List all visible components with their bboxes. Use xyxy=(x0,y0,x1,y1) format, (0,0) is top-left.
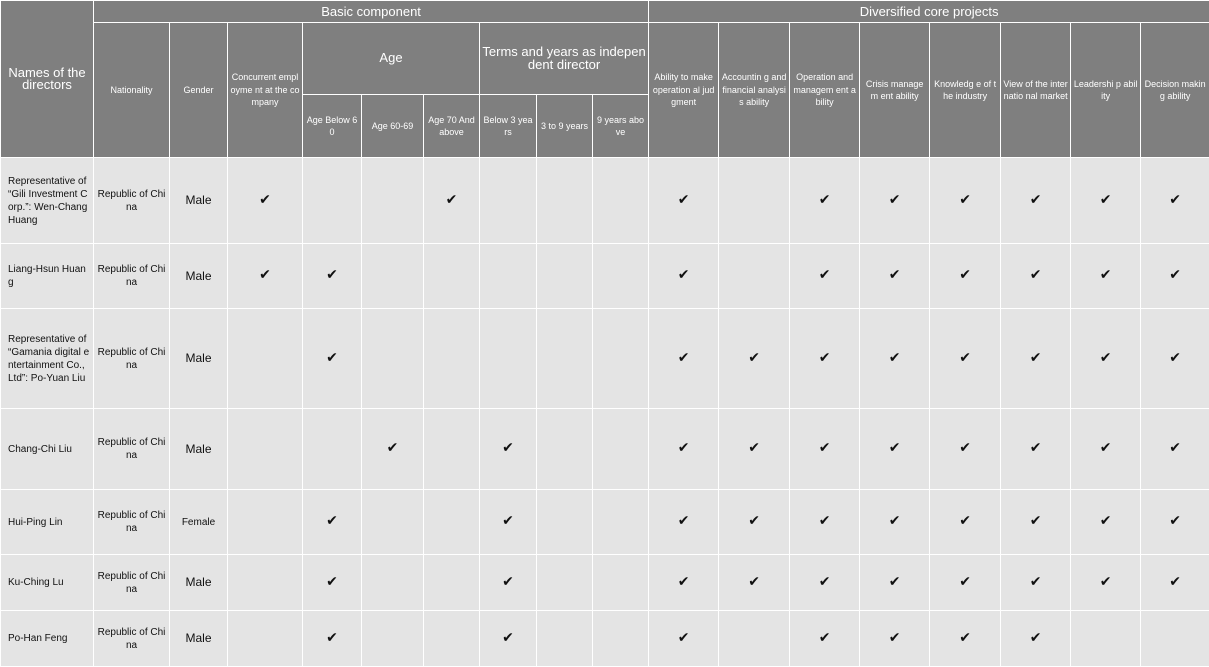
check-cell xyxy=(1141,555,1209,611)
check-cell xyxy=(424,409,480,490)
table-body xyxy=(1,158,1209,667)
checkmark-icon: ✔ xyxy=(959,513,971,529)
check-cell xyxy=(649,409,719,490)
check-cell xyxy=(1071,490,1141,555)
checkmark-icon: ✔ xyxy=(889,192,901,208)
table-row xyxy=(1,611,1209,667)
checkmark-icon: ✔ xyxy=(1030,267,1042,283)
nationality-header: Nationality xyxy=(94,23,170,158)
check-cell xyxy=(790,490,860,555)
check-cell xyxy=(303,555,362,611)
table-row xyxy=(1,244,1209,309)
table-row xyxy=(1,490,1209,555)
check-cell xyxy=(480,490,537,555)
check-cell xyxy=(860,555,930,611)
checkmark-icon: ✔ xyxy=(819,513,831,529)
check-cell xyxy=(930,611,1001,667)
checkmark-icon: ✔ xyxy=(502,630,514,646)
checkmark-icon: ✔ xyxy=(1169,513,1181,529)
check-cell xyxy=(930,309,1001,409)
checkmark-icon: ✔ xyxy=(326,630,338,646)
check-cell xyxy=(480,309,537,409)
checkmark-icon: ✔ xyxy=(446,192,458,208)
check-cell xyxy=(1141,490,1209,555)
checkmark-icon: ✔ xyxy=(1030,350,1042,366)
director-name: Liang-Hsun Huang xyxy=(1,244,94,309)
checkmark-icon: ✔ xyxy=(819,630,831,646)
checkmark-icon: ✔ xyxy=(959,630,971,646)
age-below-60-header: Age Below 60 xyxy=(303,95,362,158)
check-cell xyxy=(1071,555,1141,611)
check-cell xyxy=(649,309,719,409)
checkmark-icon: ✔ xyxy=(387,440,399,456)
check-cell xyxy=(719,158,790,244)
check-cell xyxy=(860,244,930,309)
check-cell xyxy=(1001,244,1071,309)
checkmark-icon: ✔ xyxy=(1030,513,1042,529)
table-row xyxy=(1,158,1209,244)
check-cell xyxy=(480,158,537,244)
checkmark-icon: ✔ xyxy=(326,267,338,283)
checkmark-icon: ✔ xyxy=(1169,192,1181,208)
director-name: Representative of “Gili Investment Corp.”: Wen-Chang Huang xyxy=(1,158,94,244)
check-cell xyxy=(719,555,790,611)
checkmark-icon: ✔ xyxy=(748,350,760,366)
check-cell xyxy=(649,158,719,244)
check-cell xyxy=(1001,409,1071,490)
check-cell xyxy=(1001,611,1071,667)
check-cell xyxy=(1071,309,1141,409)
crisis-header: Crisis managem ent ability xyxy=(860,23,930,158)
check-cell xyxy=(1071,158,1141,244)
checkmark-icon: ✔ xyxy=(889,440,901,456)
director-name: Representative of “Gamania digital entertainment Co., Ltd”: Po-Yuan Liu xyxy=(1,309,94,409)
checkmark-icon: ✔ xyxy=(678,574,690,590)
international-header: View of the internatio nal market xyxy=(1001,23,1071,158)
check-cell xyxy=(593,158,649,244)
check-cell xyxy=(303,309,362,409)
table-row xyxy=(1,309,1209,409)
check-cell xyxy=(424,158,480,244)
gender-cell: Male xyxy=(170,555,228,611)
check-cell xyxy=(1001,555,1071,611)
checkmark-icon: ✔ xyxy=(326,350,338,366)
checkmark-icon: ✔ xyxy=(1100,350,1112,366)
check-cell xyxy=(480,244,537,309)
check-cell xyxy=(537,611,593,667)
checkmark-icon: ✔ xyxy=(959,267,971,283)
gender-cell: Female xyxy=(170,490,228,555)
gender-cell: Male xyxy=(170,244,228,309)
check-cell xyxy=(593,309,649,409)
check-cell xyxy=(1071,409,1141,490)
check-cell xyxy=(860,158,930,244)
check-cell xyxy=(593,244,649,309)
checkmark-icon: ✔ xyxy=(819,574,831,590)
check-cell xyxy=(480,409,537,490)
nationality-cell: Republic of China xyxy=(94,490,170,555)
checkmark-icon: ✔ xyxy=(889,513,901,529)
check-cell xyxy=(1141,611,1209,667)
check-cell xyxy=(228,490,303,555)
check-cell xyxy=(303,490,362,555)
basic-component-header: Basic component xyxy=(94,1,649,23)
check-cell xyxy=(228,158,303,244)
checkmark-icon: ✔ xyxy=(502,574,514,590)
check-cell xyxy=(228,244,303,309)
checkmark-icon: ✔ xyxy=(748,574,760,590)
check-cell xyxy=(719,611,790,667)
operation-header: Operation and managem ent ability xyxy=(790,23,860,158)
check-cell xyxy=(362,490,424,555)
check-cell xyxy=(860,611,930,667)
check-cell xyxy=(424,490,480,555)
checkmark-icon: ✔ xyxy=(502,513,514,529)
check-cell xyxy=(719,409,790,490)
9-years-above-header: 9 years above xyxy=(593,95,649,158)
check-cell xyxy=(593,490,649,555)
check-cell xyxy=(424,611,480,667)
checkmark-icon: ✔ xyxy=(1169,267,1181,283)
check-cell xyxy=(537,309,593,409)
check-cell xyxy=(303,409,362,490)
check-cell xyxy=(719,244,790,309)
checkmark-icon: ✔ xyxy=(502,440,514,456)
check-cell xyxy=(1141,244,1209,309)
check-cell xyxy=(362,409,424,490)
check-cell xyxy=(1071,611,1141,667)
check-cell xyxy=(228,309,303,409)
checkmark-icon: ✔ xyxy=(678,513,690,529)
check-cell xyxy=(930,409,1001,490)
checkmark-icon: ✔ xyxy=(678,350,690,366)
checkmark-icon: ✔ xyxy=(748,513,760,529)
checkmark-icon: ✔ xyxy=(1100,574,1112,590)
check-cell xyxy=(719,309,790,409)
nationality-cell: Republic of China xyxy=(94,309,170,409)
director-name: Hui-Ping Lin xyxy=(1,490,94,555)
check-cell xyxy=(790,309,860,409)
nationality-cell: Republic of China xyxy=(94,555,170,611)
decision-header: Decision making ability xyxy=(1141,23,1209,158)
check-cell xyxy=(930,490,1001,555)
check-cell xyxy=(649,490,719,555)
check-cell xyxy=(790,555,860,611)
check-cell xyxy=(1141,158,1209,244)
checkmark-icon: ✔ xyxy=(678,192,690,208)
check-cell xyxy=(1001,309,1071,409)
diversified-core-header: Diversified core projects xyxy=(649,1,1209,23)
checkmark-icon: ✔ xyxy=(1100,513,1112,529)
check-cell xyxy=(362,611,424,667)
check-cell xyxy=(1071,244,1141,309)
checkmark-icon: ✔ xyxy=(748,440,760,456)
check-cell xyxy=(930,555,1001,611)
checkmark-icon: ✔ xyxy=(889,267,901,283)
age-header: Age xyxy=(303,23,480,95)
checkmark-icon: ✔ xyxy=(1030,440,1042,456)
check-cell xyxy=(649,611,719,667)
nationality-cell: Republic of China xyxy=(94,158,170,244)
checkmark-icon: ✔ xyxy=(678,440,690,456)
check-cell xyxy=(480,555,537,611)
checkmark-icon: ✔ xyxy=(1100,192,1112,208)
checkmark-icon: ✔ xyxy=(1100,440,1112,456)
knowledge-header: Knowledg e of the industry xyxy=(930,23,1001,158)
checkmark-icon: ✔ xyxy=(1030,574,1042,590)
checkmark-icon: ✔ xyxy=(1100,267,1112,283)
concurrent-employment-header: Concurrent employme nt at the company xyxy=(228,23,303,158)
checkmark-icon: ✔ xyxy=(259,192,271,208)
nationality-cell: Republic of China xyxy=(94,409,170,490)
checkmark-icon: ✔ xyxy=(1169,574,1181,590)
nationality-cell: Republic of China xyxy=(94,244,170,309)
check-cell xyxy=(362,158,424,244)
check-cell xyxy=(860,309,930,409)
gender-cell: Male xyxy=(170,409,228,490)
check-cell xyxy=(537,244,593,309)
checkmark-icon: ✔ xyxy=(326,574,338,590)
check-cell xyxy=(1141,309,1209,409)
director-name: Ku-Ching Lu xyxy=(1,555,94,611)
check-cell xyxy=(930,158,1001,244)
check-cell xyxy=(860,490,930,555)
checkmark-icon: ✔ xyxy=(959,350,971,366)
director-name: Po-Han Feng xyxy=(1,611,94,667)
check-cell xyxy=(649,244,719,309)
checkmark-icon: ✔ xyxy=(1030,630,1042,646)
check-cell xyxy=(228,555,303,611)
checkmark-icon: ✔ xyxy=(889,630,901,646)
3-to-9-years-header: 3 to 9 years xyxy=(537,95,593,158)
terms-header: Terms and years as independent director xyxy=(480,23,649,95)
table-row xyxy=(1,409,1209,490)
check-cell xyxy=(719,490,790,555)
check-cell xyxy=(303,611,362,667)
check-cell xyxy=(1001,158,1071,244)
checkmark-icon: ✔ xyxy=(959,192,971,208)
check-cell xyxy=(480,611,537,667)
checkmark-icon: ✔ xyxy=(889,350,901,366)
check-cell xyxy=(537,555,593,611)
check-cell xyxy=(362,244,424,309)
accounting-header: Accountin g and financial analysis ability xyxy=(719,23,790,158)
checkmark-icon: ✔ xyxy=(1169,440,1181,456)
check-cell xyxy=(1141,409,1209,490)
checkmark-icon: ✔ xyxy=(819,192,831,208)
checkmark-icon: ✔ xyxy=(959,574,971,590)
gender-cell: Male xyxy=(170,309,228,409)
checkmark-icon: ✔ xyxy=(1030,192,1042,208)
table-row xyxy=(1,555,1209,611)
check-cell xyxy=(593,555,649,611)
checkmark-icon: ✔ xyxy=(259,267,271,283)
check-cell xyxy=(362,309,424,409)
age-60-69-header: Age 60-69 xyxy=(362,95,424,158)
check-cell xyxy=(424,244,480,309)
check-cell xyxy=(930,244,1001,309)
check-cell xyxy=(303,158,362,244)
check-cell xyxy=(537,158,593,244)
check-cell xyxy=(228,611,303,667)
check-cell xyxy=(362,555,424,611)
gender-cell: Male xyxy=(170,611,228,667)
age-70-above-header: Age 70 And above xyxy=(424,95,480,158)
check-cell xyxy=(537,409,593,490)
checkmark-icon: ✔ xyxy=(819,440,831,456)
director-name: Chang-Chi Liu xyxy=(1,409,94,490)
nationality-cell: Republic of China xyxy=(94,611,170,667)
check-cell xyxy=(790,158,860,244)
check-cell xyxy=(860,409,930,490)
checkmark-icon: ✔ xyxy=(326,513,338,529)
check-cell xyxy=(537,490,593,555)
gender-header: Gender xyxy=(170,23,228,158)
check-cell xyxy=(424,309,480,409)
check-cell xyxy=(228,409,303,490)
below-3-years-header: Below 3 years xyxy=(480,95,537,158)
check-cell xyxy=(790,611,860,667)
names-header: Names of the directors xyxy=(1,1,94,158)
check-cell xyxy=(790,244,860,309)
check-cell xyxy=(303,244,362,309)
checkmark-icon: ✔ xyxy=(959,440,971,456)
check-cell xyxy=(593,409,649,490)
check-cell xyxy=(1001,490,1071,555)
checkmark-icon: ✔ xyxy=(1169,350,1181,366)
judgment-header: Ability to make operation al judgment xyxy=(649,23,719,158)
check-cell xyxy=(649,555,719,611)
checkmark-icon: ✔ xyxy=(819,267,831,283)
checkmark-icon: ✔ xyxy=(678,267,690,283)
checkmark-icon: ✔ xyxy=(678,630,690,646)
check-cell xyxy=(790,409,860,490)
check-cell xyxy=(424,555,480,611)
leadership-header: Leadershi p ability xyxy=(1071,23,1141,158)
gender-cell: Male xyxy=(170,158,228,244)
check-cell xyxy=(593,611,649,667)
checkmark-icon: ✔ xyxy=(889,574,901,590)
checkmark-icon: ✔ xyxy=(819,350,831,366)
